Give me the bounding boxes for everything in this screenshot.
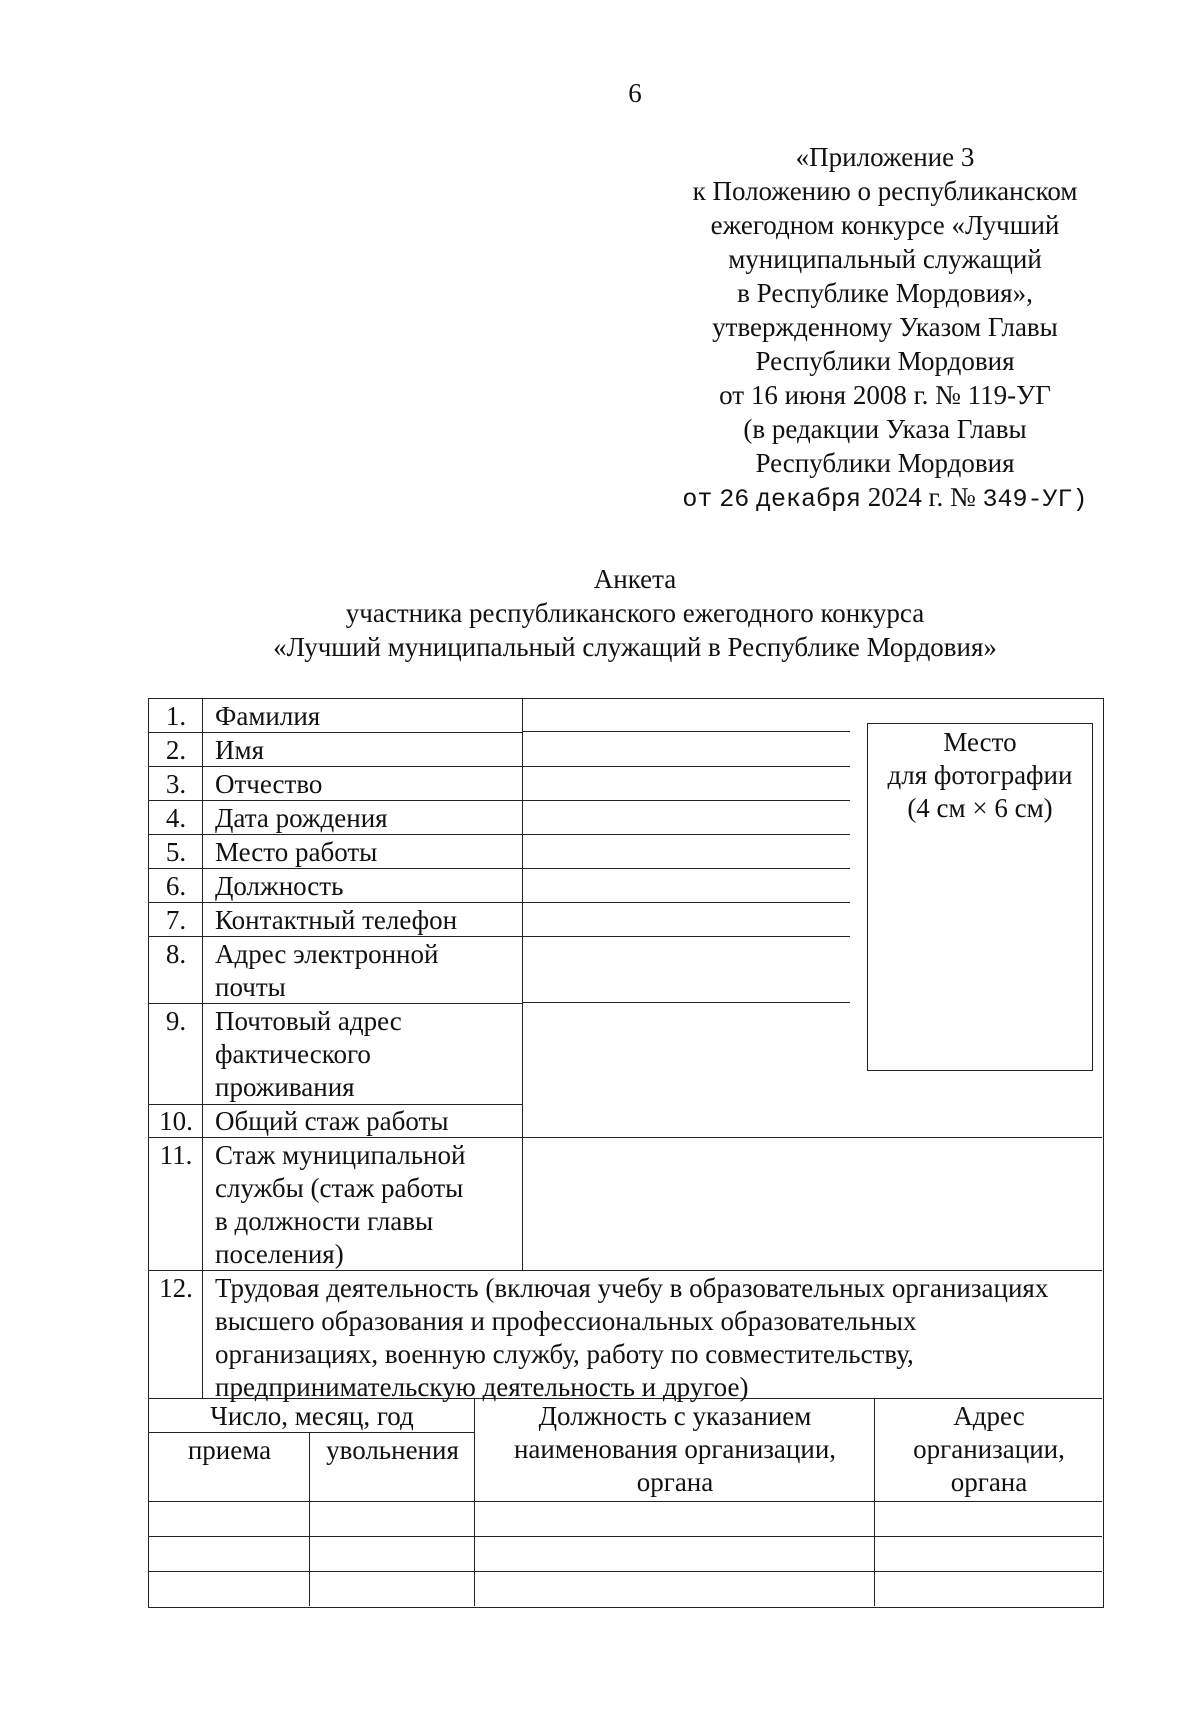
- row-label-surname: Фамилия: [215, 701, 321, 731]
- row-divider: [148, 1536, 1102, 1537]
- label-line: поселения): [215, 1239, 344, 1269]
- annex-line: «Приложение 3: [795, 142, 975, 172]
- annex-prefix: от: [682, 485, 713, 514]
- page-number: 6: [628, 78, 642, 108]
- annex-line: Республики Мордовия: [755, 448, 1015, 478]
- photo-line: (4 см × 6 см): [907, 793, 1053, 823]
- answer-line: [522, 834, 850, 835]
- row-number: 5.: [165, 837, 187, 867]
- row-number: 6.: [165, 871, 187, 901]
- answer-line: [522, 800, 850, 801]
- annex-line: Республики Мордовия: [755, 346, 1015, 376]
- row-label-phone: Контактный телефон: [215, 905, 458, 935]
- col-divider: [309, 1432, 310, 1606]
- row-label-email: [215, 938, 438, 1004]
- position-header: [476, 1400, 874, 1499]
- row-label-work-history: [215, 1272, 1093, 1404]
- row-divider: [148, 1501, 1102, 1502]
- answer-line: [522, 731, 850, 732]
- col-divider: [474, 1398, 475, 1606]
- row-number: 9.: [165, 1006, 187, 1036]
- header-line: Должность с указанием: [538, 1401, 812, 1431]
- col-divider: [522, 698, 523, 1270]
- row-divider: [148, 1571, 1102, 1572]
- label-line: Адрес электронной: [215, 939, 439, 969]
- photo-placeholder: [867, 723, 1093, 1071]
- row-number: 7.: [165, 905, 187, 935]
- row-label-total-experience: Общий стаж работы: [215, 1106, 449, 1136]
- annex-suffix: -УГ): [1027, 485, 1088, 514]
- form-title-line: Анкета: [593, 564, 677, 594]
- label-line: почты: [215, 972, 286, 1002]
- row-divider: [148, 800, 522, 801]
- annex-line: к Положению о республиканском: [692, 176, 1078, 206]
- address-header: [876, 1400, 1102, 1499]
- row-number: 8.: [165, 939, 187, 969]
- annex-month: декабря: [755, 485, 861, 514]
- form-title: [0, 562, 1200, 664]
- annex-line: в Республике Мордовия»,: [737, 278, 1033, 308]
- row-label-position: Должность: [215, 871, 344, 901]
- annex-line: ежегодном конкурсе «Лучший: [710, 210, 1060, 240]
- header-line: Адрес: [953, 1401, 1025, 1431]
- row-label-municipal-experience: [215, 1139, 465, 1271]
- label-line: фактического: [215, 1039, 371, 1069]
- label-line: проживания: [215, 1072, 355, 1102]
- label-line: Почтовый адрес: [215, 1006, 402, 1036]
- row-number: 12.: [159, 1273, 193, 1303]
- row-label-birth-date: Дата рождения: [215, 803, 388, 833]
- annex-line: от 16 июня 2008 г. № 119-УГ: [719, 380, 1051, 410]
- label-line: высшего образования и профессиональных образовательных: [215, 1306, 917, 1336]
- label-line: службы (стаж работы: [215, 1173, 464, 1203]
- row-number: 4.: [165, 803, 187, 833]
- row-number: 10.: [159, 1106, 193, 1136]
- row-label-workplace: Место работы: [215, 837, 378, 867]
- header-line: органа: [636, 1467, 714, 1497]
- annex-line: муниципальный служащий: [728, 244, 1042, 274]
- hire-date-header: приема: [187, 1435, 272, 1465]
- row-label-name: Имя: [215, 735, 265, 765]
- col-divider: [874, 1398, 875, 1606]
- annex-line: утвержденному Указом Главы: [712, 312, 1058, 342]
- header-line: организации,: [913, 1434, 1065, 1464]
- annex-header: [640, 140, 1130, 517]
- date-header: Число, месяц, год: [210, 1401, 414, 1431]
- annex-day: 26: [719, 485, 750, 514]
- label-line: организациях, военную службу, работу по совместительству,: [215, 1339, 914, 1369]
- row-number: 1.: [165, 701, 187, 731]
- answer-line: [522, 766, 850, 767]
- row-number: 3.: [165, 769, 187, 799]
- label-line: в должности главы: [215, 1206, 434, 1236]
- label-line: Трудовая деятельность (включая учебу в образовательных организациях: [215, 1273, 1049, 1303]
- row-divider: [148, 766, 522, 767]
- answer-line: [522, 936, 850, 937]
- col-divider: [202, 698, 203, 1398]
- photo-line: Место: [943, 727, 1017, 757]
- annex-number: 349: [982, 485, 1028, 514]
- form-title-line: «Лучший муниципальный служащий в Республике Мордовия»: [273, 632, 997, 662]
- row-number: 2.: [165, 735, 187, 765]
- answer-line: [522, 868, 850, 869]
- row-number: 11.: [159, 1140, 193, 1170]
- row-divider: [148, 732, 522, 733]
- header-line: наименования организации,: [513, 1434, 837, 1464]
- answer-line: [522, 1002, 850, 1003]
- header-line: органа: [950, 1467, 1028, 1497]
- label-line: предпринимательскую деятельность и другое): [215, 1372, 749, 1402]
- photo-line: для фотографии: [887, 760, 1073, 790]
- annex-last-line: [640, 480, 1130, 517]
- answer-line: [522, 902, 850, 903]
- label-line: Стаж муниципальной: [215, 1140, 466, 1170]
- row-label-patronymic: Отчество: [215, 769, 323, 799]
- row-label-postal-address: [215, 1005, 402, 1104]
- annex-line: (в редакции Указа Главы: [743, 414, 1027, 444]
- form-title-line: участника республиканского ежегодного конкурса: [345, 598, 925, 628]
- dismissal-date-header: увольнения: [326, 1435, 459, 1465]
- annex-year: 2024 г. №: [867, 482, 976, 512]
